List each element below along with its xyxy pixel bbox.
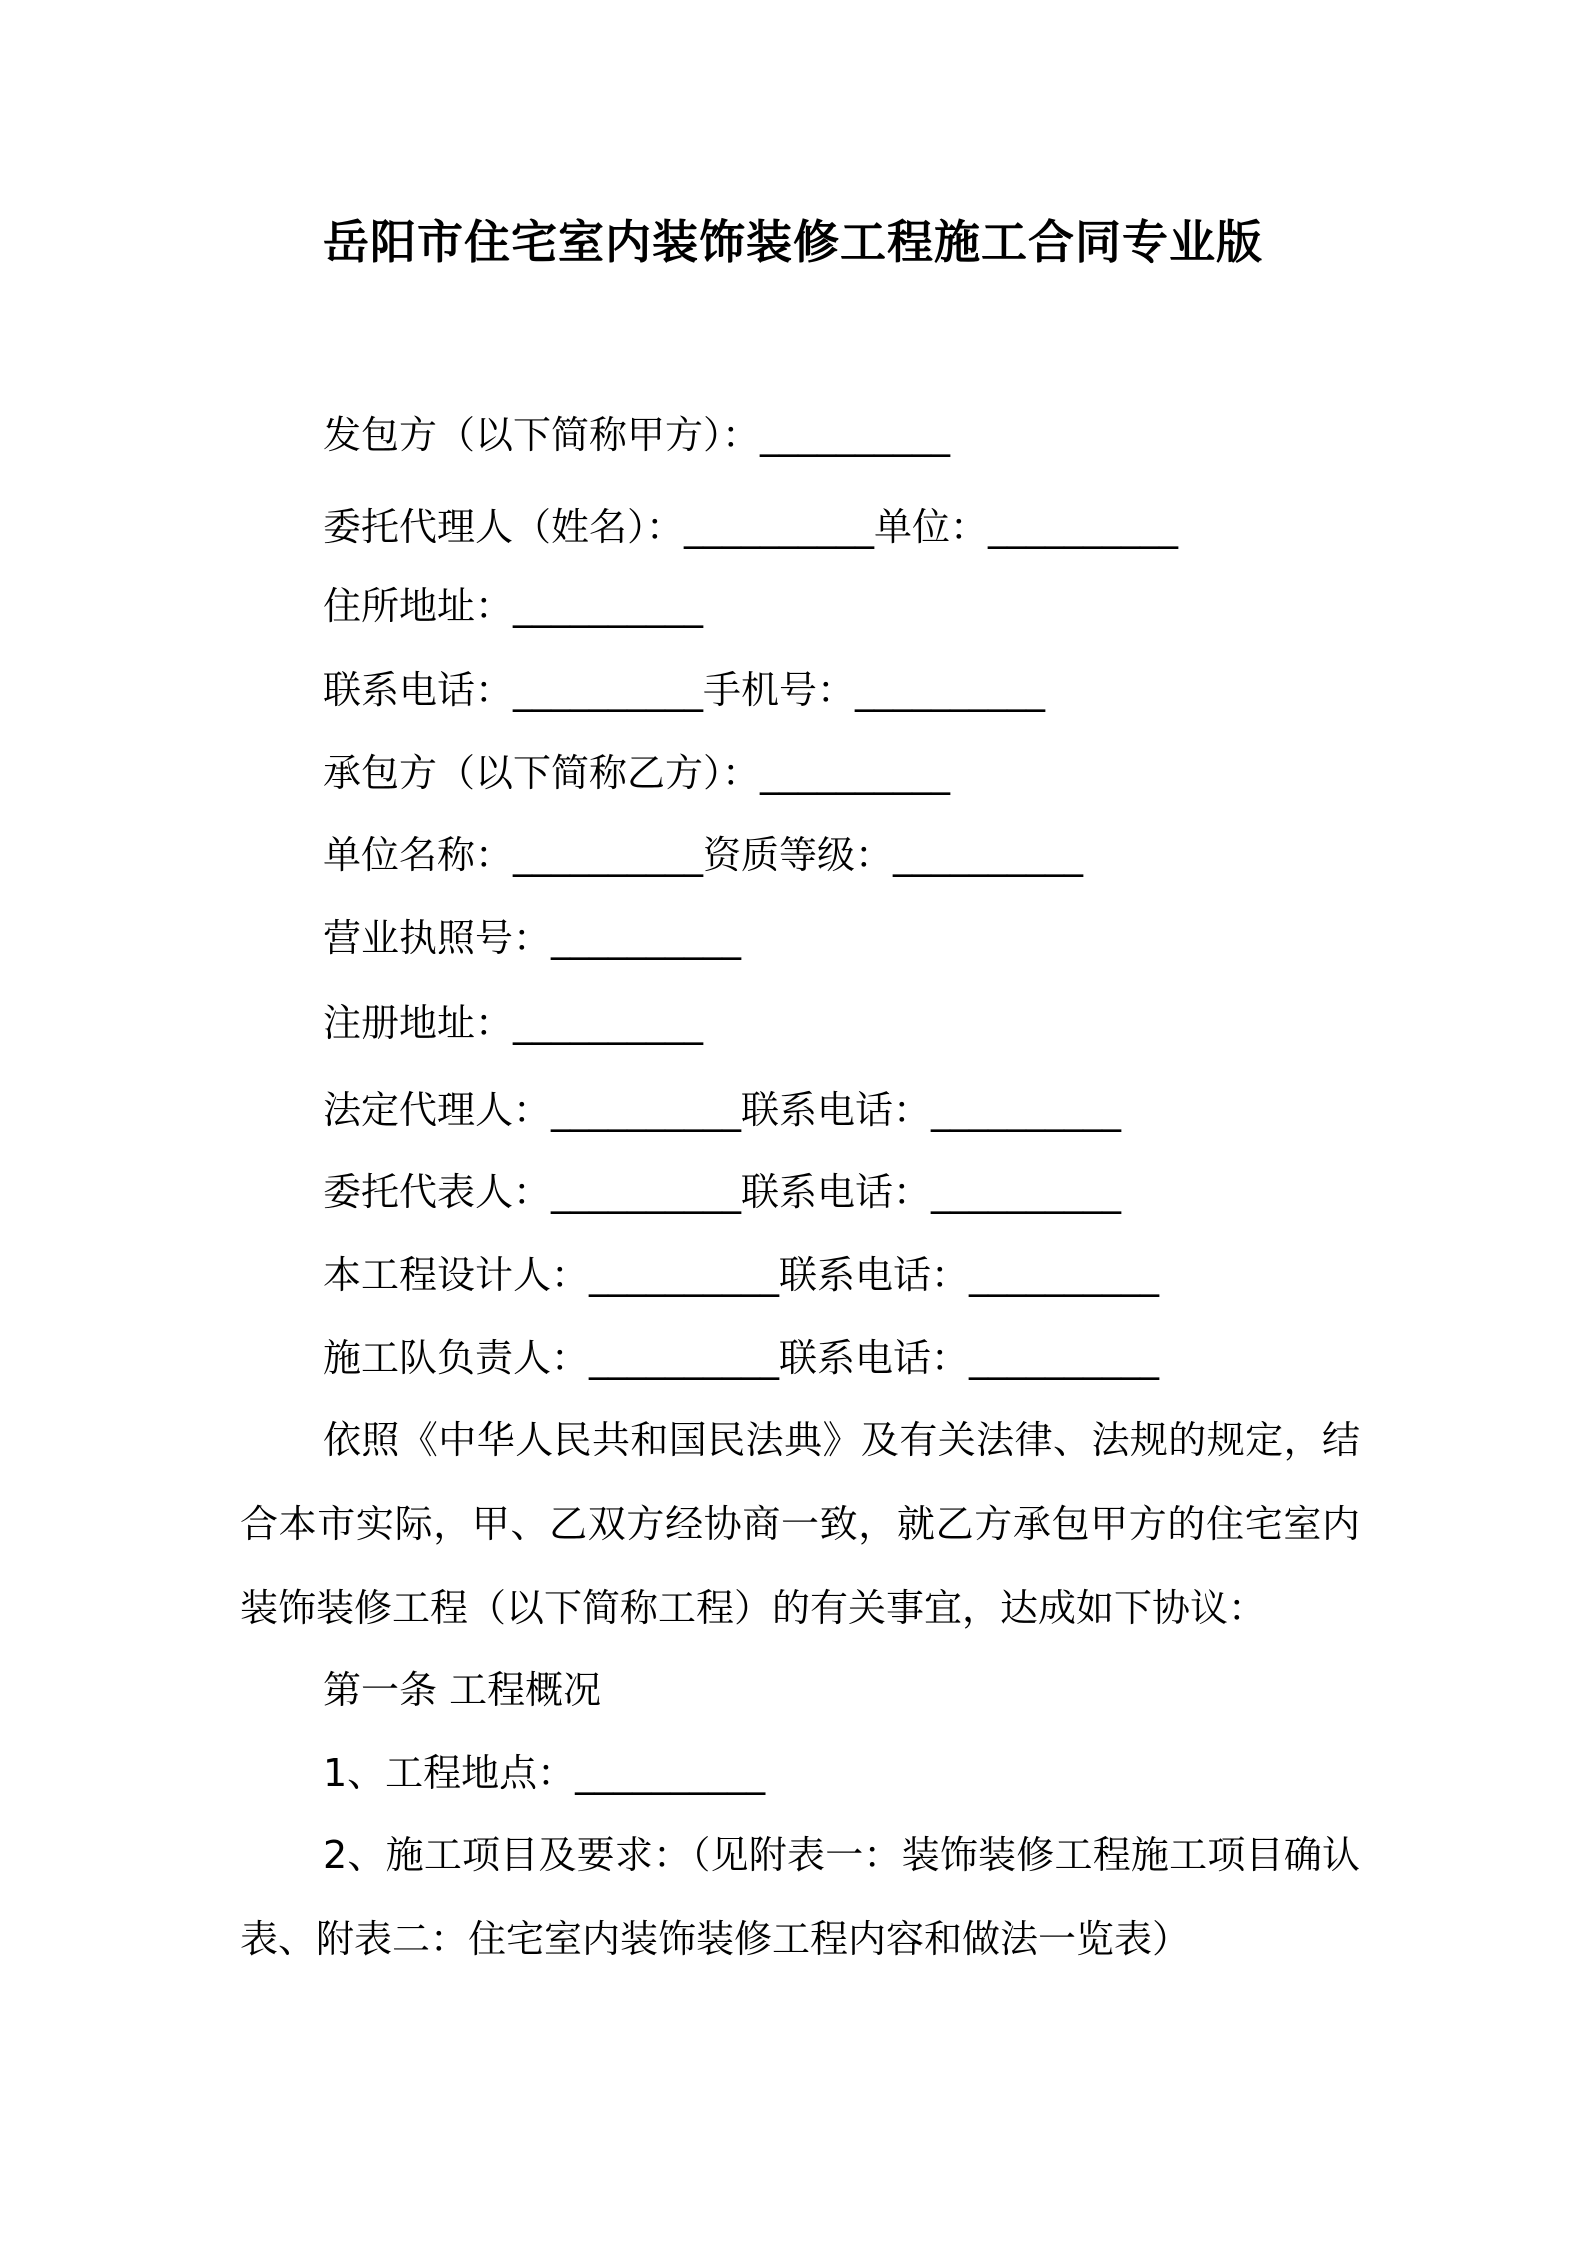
intro-paragraph: 依照《中华人民共和国民法典》及有关法律、法规的规定，结合本市实际，甲、乙双方经协商一致，就乙方承包甲方的住宅室内装饰装修工程（以下简称工程）的有关事宜，达成如下协议： — [240, 1418, 1360, 1630]
company-line: 单位名称：__________资质等级：__________ — [323, 833, 1084, 877]
party-a-line: 发包方（以下简称甲方）：__________ — [323, 413, 951, 457]
delegate-line: 委托代表人：__________联系电话：__________ — [323, 1170, 1122, 1214]
team-leader-line: 施工队负责人：__________联系电话：__________ — [323, 1336, 1160, 1380]
address-line: 住所地址：__________ — [323, 584, 704, 628]
item-1: 1、工程地点：__________ — [323, 1751, 766, 1795]
article-heading: 第一条 工程概况 — [323, 1668, 602, 1712]
designer-line: 本工程设计人：__________联系电话：__________ — [323, 1253, 1160, 1297]
agent-line: 委托代理人（姓名）：__________单位：__________ — [323, 505, 1179, 549]
phone-line: 联系电话：__________手机号：__________ — [323, 668, 1046, 712]
legal-rep-line: 法定代理人：__________联系电话：__________ — [323, 1088, 1122, 1132]
document-title: 岳阳市住宅室内装饰装修工程施工合同专业版 — [323, 215, 1263, 269]
registered-address-line: 注册地址：__________ — [323, 1001, 704, 1045]
party-b-line: 承包方（以下简称乙方）：__________ — [323, 751, 951, 795]
item-2: 2、施工项目及要求：（见附表一：装饰装修工程施工项目确认表、附表二：住宅室内装饰装修工程内容和做法一览表） — [240, 1833, 1360, 1961]
license-line: 营业执照号：__________ — [323, 916, 742, 960]
